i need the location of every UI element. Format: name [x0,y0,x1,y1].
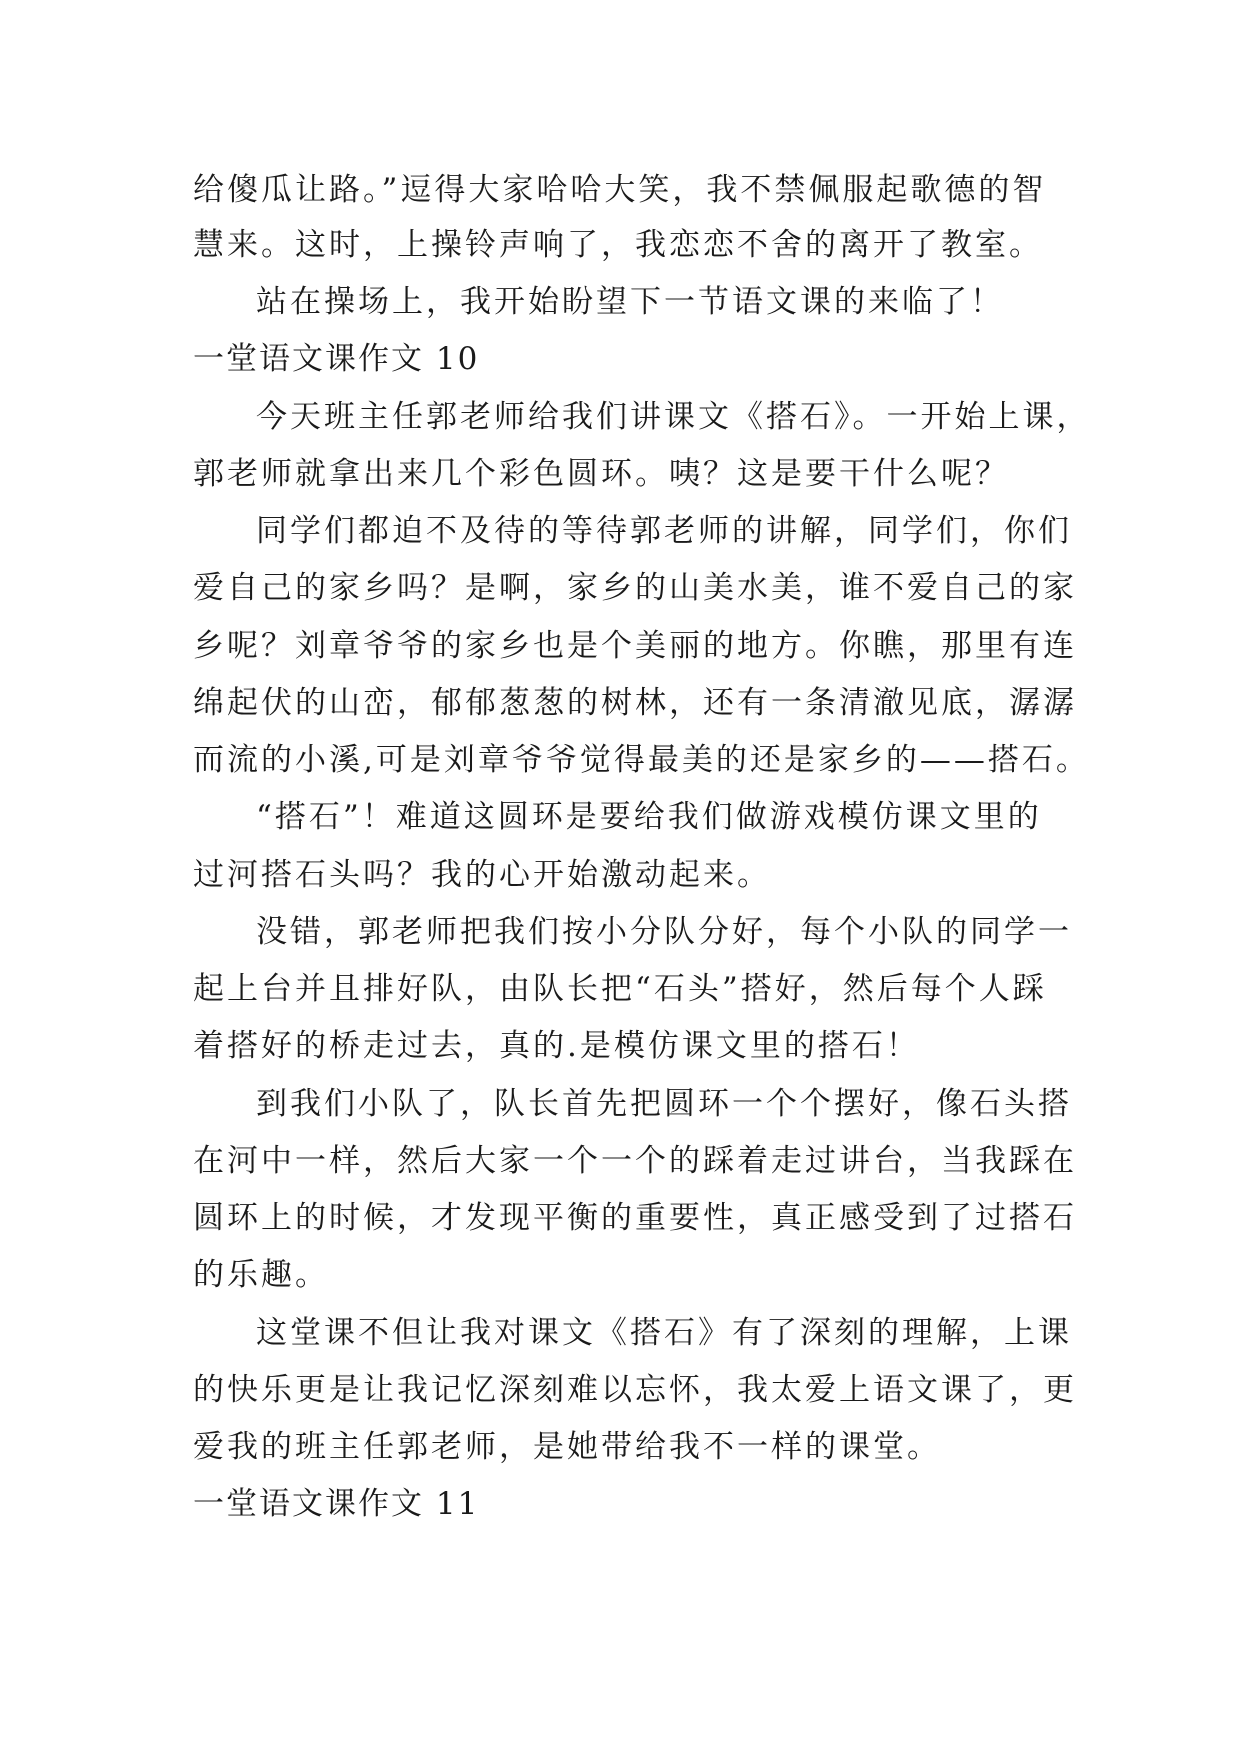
text-line: 而流的小溪,可是刘章爷爷觉得最美的还是家乡的——搭石。 [193,742,1090,778]
text-line: 给傻瓜让路。”逗得大家哈哈大笑，我不禁佩服起歌德的智 [193,172,1047,208]
paragraph-line: “搭石”！难道这圆环是要给我们做游戏模仿课文里的 [256,799,1042,835]
text-line: 的快乐更是让我记忆深刻难以忘怀，我太爱上语文课了，更 [193,1372,1077,1408]
text-line: 爱我的班主任郭老师，是她带给我不一样的课堂。 [193,1429,941,1465]
text-line: 过河搭石头吗？我的心开始激动起来。 [193,857,771,893]
text-line: 圆环上的时候，才发现平衡的重要性，真正感受到了过搭石 [193,1200,1077,1236]
text-line: 慧来。这时，上操铃声响了，我恋恋不舍的离开了教室。 [193,227,1043,263]
paragraph-line: 这堂课不但让我对课文《搭石》有了深刻的理解，上课 [256,1315,1072,1351]
paragraph-line: 站在操场上，我开始盼望下一节语文课的来临了！ [256,284,1004,320]
text-line: 绵起伏的山峦，郁郁葱葱的树林，还有一条清澈见底，潺潺 [193,685,1077,721]
text-line: 的乐趣。 [193,1257,329,1293]
text-line: 乡呢？刘章爷爷的家乡也是个美丽的地方。你瞧，那里有连 [193,628,1077,664]
text-line: 爱自己的家乡吗？是啊，家乡的山美水美，谁不爱自己的家 [193,570,1077,606]
section-heading: 一堂语文课作文 11 [193,1486,480,1522]
paragraph-line: 没错，郭老师把我们按小分队分好，每个小队的同学一 [256,914,1072,950]
text-line: 起上台并且排好队，由队长把“石头”搭好，然后每个人踩 [193,971,1047,1007]
text-line: 在河中一样，然后大家一个一个的踩着走过讲台，当我踩在 [193,1143,1077,1179]
paragraph-line: 今天班主任郭老师给我们讲课文《搭石》。一开始上课， [256,399,1091,435]
text-line: 着搭好的桥走过去，真的.是模仿课文里的搭石！ [193,1028,920,1064]
paragraph-line: 到我们小队了，队长首先把圆环一个个摆好，像石头搭 [256,1086,1072,1122]
section-heading: 一堂语文课作文 10 [193,341,480,377]
paragraph-line: 同学们都迫不及待的等待郭老师的讲解，同学们，你们 [256,513,1072,549]
text-line: 郭老师就拿出来几个彩色圆环。咦？这是要干什么呢？ [193,456,1009,492]
